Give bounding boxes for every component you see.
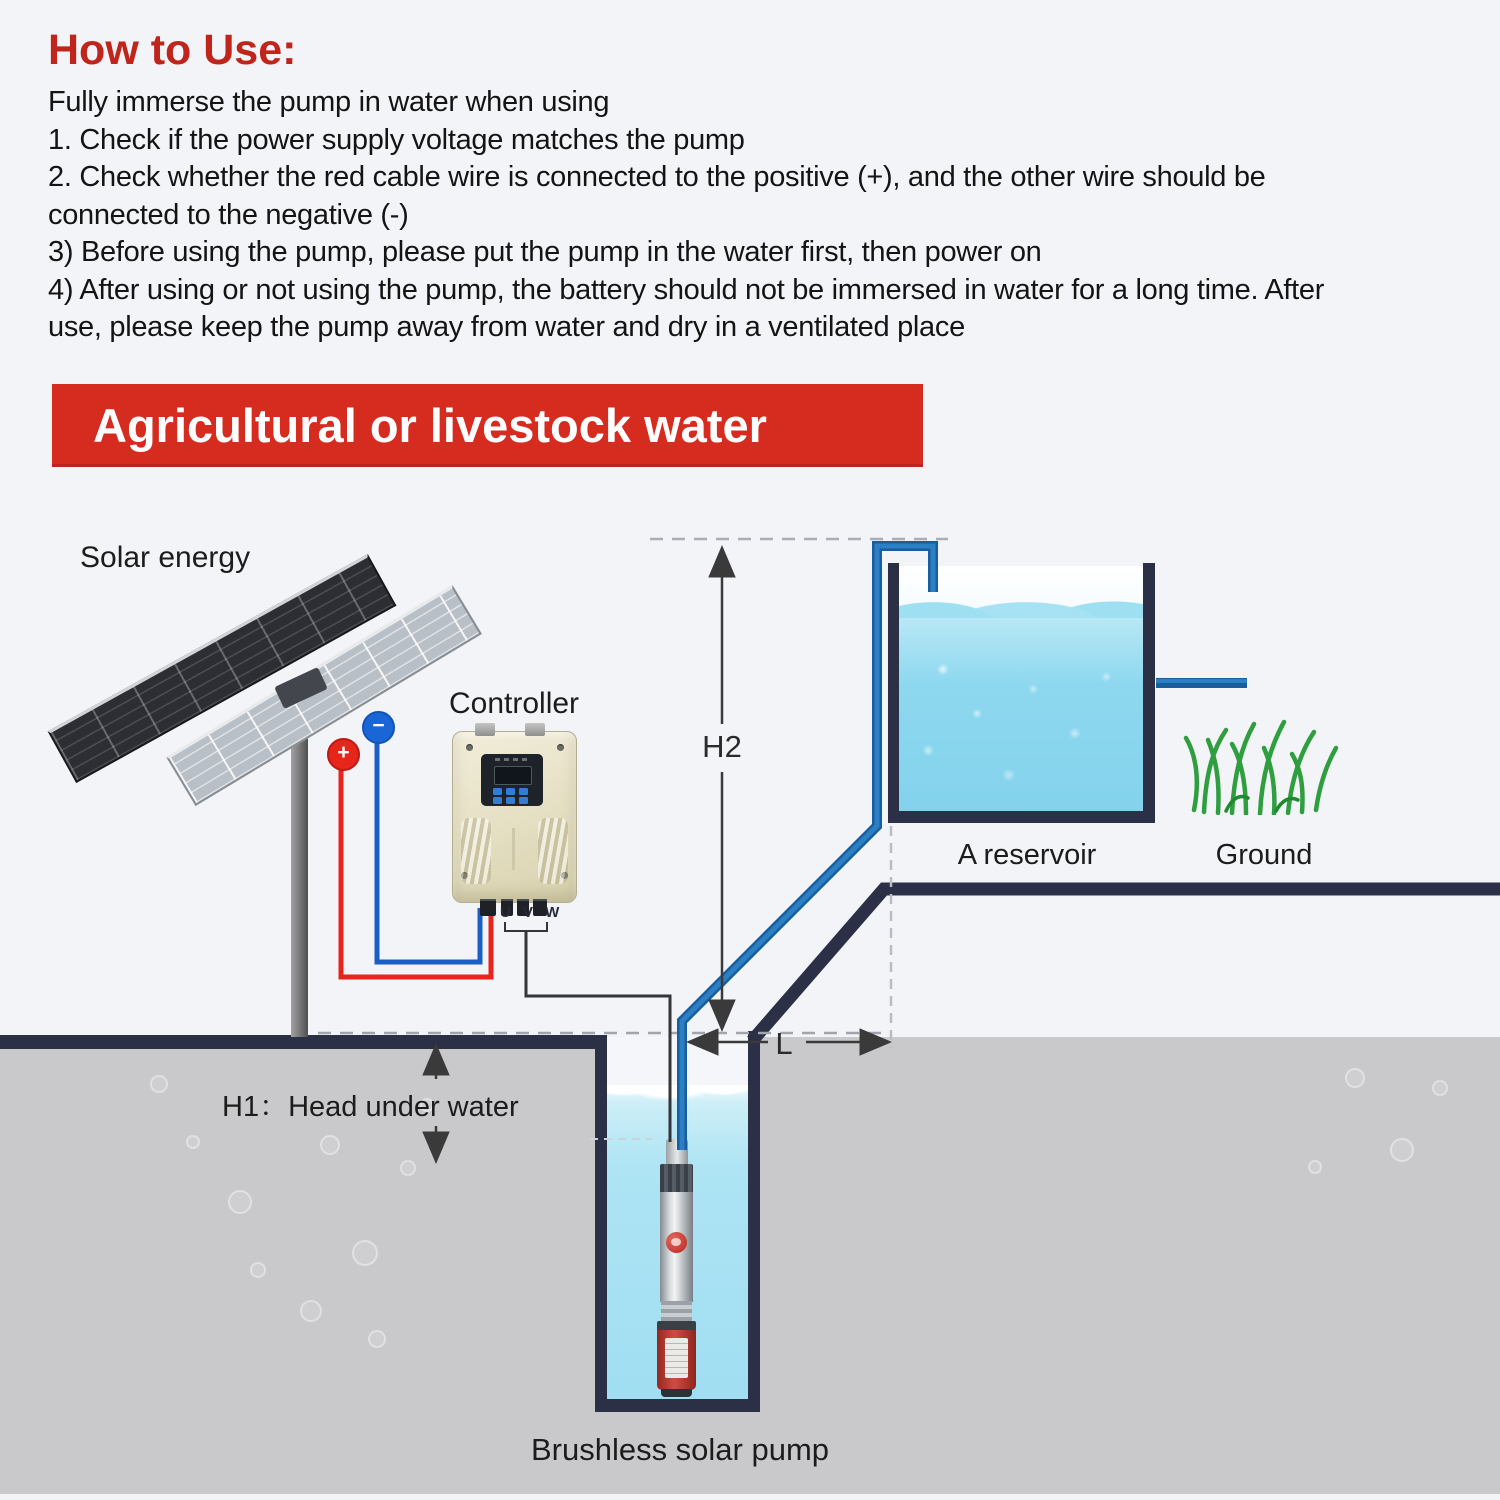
pump-upper-collar — [660, 1164, 693, 1193]
instruction-line: 3) Before using the pump, please put the pump in the water first, then power on — [48, 236, 1042, 268]
vent-right — [538, 818, 568, 884]
reservoir-label: A reservoir — [957, 839, 1097, 871]
soil-bubble — [320, 1135, 340, 1155]
elevated-ground-line — [752, 889, 1500, 1041]
banner-label: Agricultural or livestock water — [93, 399, 767, 452]
pump-foot — [661, 1389, 692, 1397]
soil-bubble — [368, 1330, 386, 1348]
tank-wall-left — [888, 563, 899, 823]
instruction-line: 4) After using or not using the pump, the battery should not be immersed in water for a long time. After — [48, 273, 1325, 306]
well-wall-left — [595, 1035, 607, 1412]
soil-bubble — [186, 1135, 200, 1149]
pump-spec-label — [665, 1338, 688, 1378]
category-banner — [52, 384, 923, 467]
ground-surface-left — [0, 1035, 607, 1049]
controller-display — [481, 754, 543, 806]
soil-bubble — [300, 1300, 322, 1322]
pump-cable-cap — [666, 1139, 688, 1165]
instruction-line: use, please keep the pump away from water and dry in a ventilated place — [48, 311, 965, 343]
center-ridge — [512, 828, 515, 870]
instructions-block — [48, 84, 1488, 347]
instruction-line: Fully immerse the pump in water when using — [48, 86, 610, 118]
solar-energy-label: Solar energy — [80, 541, 251, 574]
soil-bubble — [400, 1160, 416, 1176]
uvw-bracket — [505, 922, 547, 931]
minus-icon: − — [362, 711, 395, 744]
soil-bubble — [1308, 1160, 1322, 1174]
controller-box — [452, 731, 577, 903]
soil-bubble — [1345, 1068, 1365, 1088]
pump-ribbed-ring — [661, 1301, 692, 1323]
display-indicators — [495, 758, 529, 761]
ground-label: Ground — [1215, 839, 1313, 871]
screw-icon — [557, 744, 564, 751]
mount-tab — [525, 723, 545, 736]
controller-label: Controller — [449, 687, 580, 720]
terminal-connector — [480, 899, 496, 916]
h1-dimension-label: H1：Head under water — [222, 1091, 519, 1123]
soil-bubble — [250, 1262, 266, 1278]
pump-label: Brushless solar pump — [530, 1432, 830, 1467]
instruction-line: connected to the negative (-) — [48, 198, 409, 231]
soil-bubble — [352, 1240, 378, 1266]
tank-bottom — [888, 811, 1155, 823]
grass-icon — [1180, 710, 1340, 815]
display-buttons — [493, 788, 533, 803]
instruction-line: 1. Check if the power supply voltage matches the pump — [48, 123, 745, 156]
soil-bubble — [228, 1190, 252, 1214]
display-screen — [494, 766, 532, 785]
soil-bubble — [1390, 1138, 1414, 1162]
plus-icon: + — [327, 738, 360, 771]
instruction-line: 2. Check whether the red cable wire is connected to the positive (+), and the other wire should be — [48, 161, 1266, 193]
well-bottom — [595, 1399, 760, 1412]
h2-dimension-label: H2 — [702, 729, 742, 764]
pump-logo-icon — [666, 1232, 687, 1253]
reservoir-water — [899, 566, 1143, 812]
l-dimension-label: L — [775, 1026, 793, 1061]
tank-wall-right — [1143, 563, 1155, 823]
uvw-terminal-label: U V W — [500, 904, 564, 921]
soil-bubble — [1432, 1080, 1448, 1096]
how-to-use-heading: How to Use: — [48, 26, 297, 74]
soil-bubble — [150, 1075, 168, 1093]
vent-left — [461, 818, 491, 884]
mount-tab — [475, 723, 495, 736]
screw-icon — [466, 744, 473, 751]
well-wall-right — [748, 1031, 760, 1412]
